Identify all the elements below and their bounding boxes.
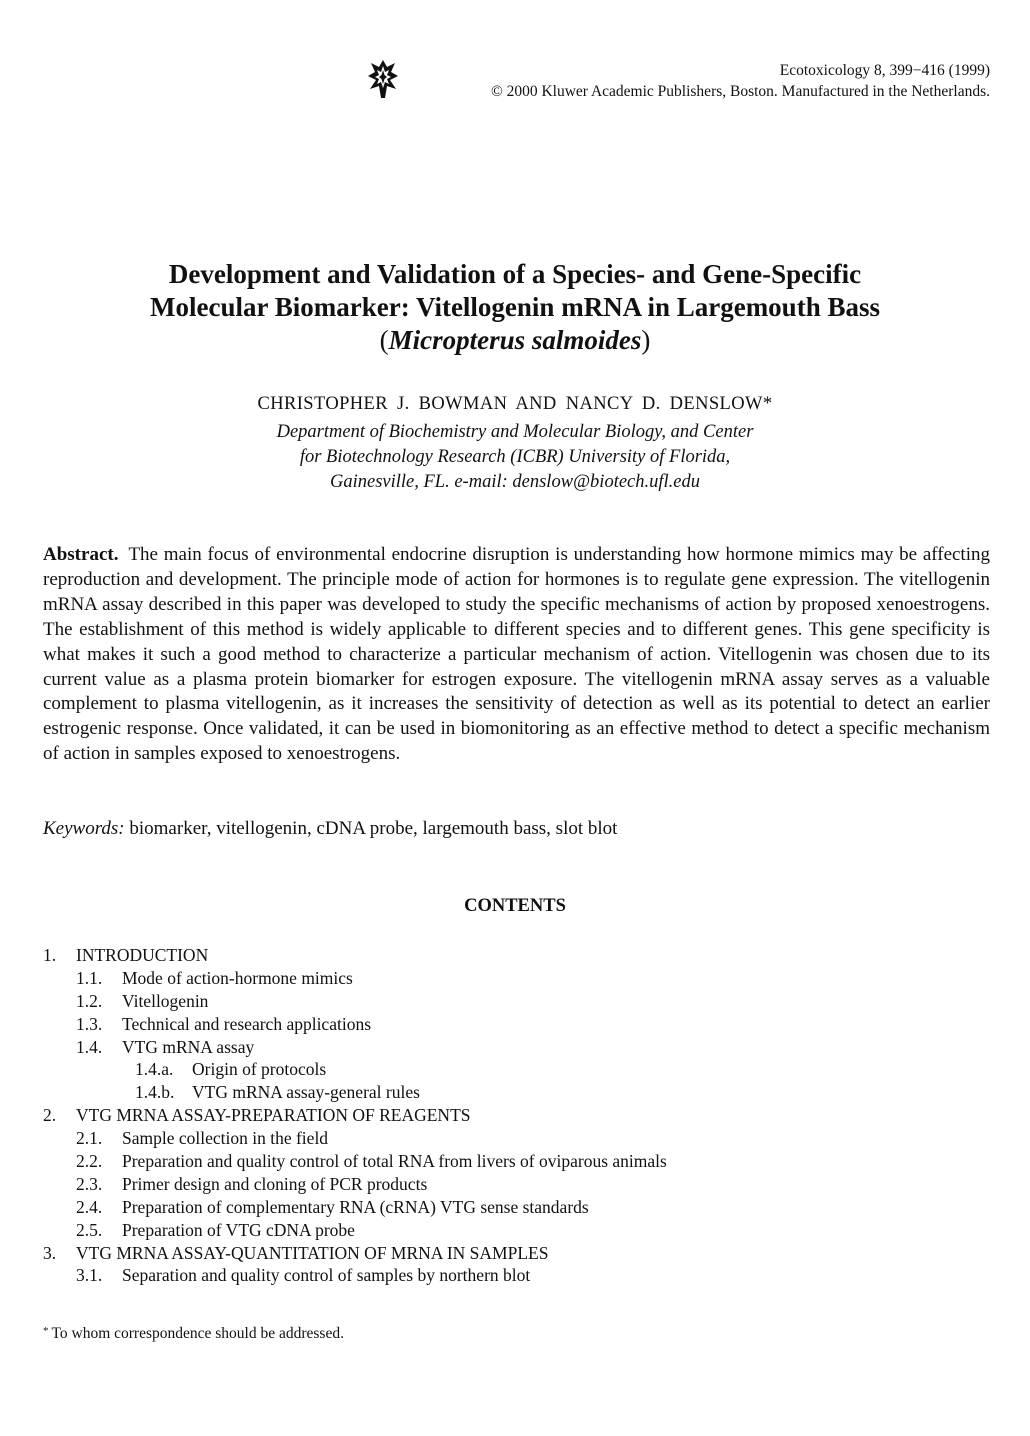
toc-number: 2.5. [76,1219,103,1240]
toc-number: 1. [43,945,57,965]
contents-heading: CONTENTS [464,896,566,916]
keywords-text: biomarker, vitellogenin, cDNA probe, largemouth bass, slot blot [129,818,618,839]
toc-number: 1.4.b. [135,1082,175,1103]
title-line-1: Development and Validation of a Species- and Gene-Specific [168,259,862,289]
abstract-text: The main focus of environmental endocrine disruption is understanding how hormone mimics may be affecting reproduction and development. The principle mode of action for hormones is to regulate gene expression. The vitellogenin mRNA assay described in this paper was developed to study the specific mechanisms of action by proposed xenoestrogens. The establishment of this method is widely applicable to different species and to different genes. This gene specificity is what makes it such a good method to characterize a particular mechanism of action. Vitellogenin was chosen due to its current value as a plasma protein biomarker for estrogen exposure. The vitellogenin mRNA assay serves as a valuable complement to plasma vitellogenin, as it increases the sensitivity of detection as well as its potential to detect an earlier estrogenic response. Once validated, it can be used in biomonitoring as an effective method to detect a specific mechanism of action in samples exposed to xenoestrogens. [43,544,990,765]
toc-text: INTRODUCTION [76,945,209,965]
toc-item [43,990,990,1013]
toc-item [43,1196,990,1219]
toc-item [43,1173,990,1196]
toc-text: Origin of protocols [192,1059,327,1080]
abstract [43,543,990,767]
toc-text: Vitellogenin [122,990,209,1011]
paren-close: ) [641,325,651,355]
toc-text: VTG MRNA ASSAY-QUANTITATION OF MRNA IN SAMPLES [76,1242,549,1263]
affiliation [60,420,970,495]
toc-number: 2.1. [76,1128,103,1149]
toc-item [43,1150,990,1173]
toc-item [43,1127,990,1150]
toc-item [43,1264,990,1287]
toc-text: Preparation and quality control of total RNA from livers of oviparous animals [122,1151,667,1172]
journal-citation: Ecotoxicology 8, 399−416 (1999) [779,62,990,79]
table-of-contents [43,944,990,1287]
toc-item [43,1036,990,1059]
toc-item [43,1104,990,1127]
publisher-logo-icon [366,58,400,100]
toc-number: 2. [43,1105,57,1126]
toc-item [43,1242,990,1265]
title-line-3 [60,324,970,357]
toc-text: Sample collection in the field [122,1128,329,1149]
paper-title [60,258,970,357]
toc-text: Mode of action-hormone mimics [122,967,353,988]
paren-open: ( [379,325,389,355]
toc-number: 3.1. [76,1265,103,1286]
toc-number: 1.4. [76,1036,103,1057]
toc-text: VTG mRNA assay [122,1036,255,1057]
toc-item [43,1058,990,1081]
toc-number: 1.3. [76,1013,103,1034]
toc-item [43,1081,990,1104]
affiliation-line-1: Department of Biochemistry and Molecular Biology, and Center [276,422,754,442]
toc-item [43,1219,990,1242]
species-name: Micropterus salmoides [388,325,642,355]
toc-text: Preparation of complementary RNA (cRNA) VTG sense standards [122,1196,589,1217]
toc-number: 2.4. [76,1196,103,1217]
toc-text: VTG mRNA assay-general rules [192,1082,420,1103]
toc-number: 2.2. [76,1151,103,1172]
toc-text: Separation and quality control of samples by northern blot [122,1265,531,1286]
footnote-mark: * [43,1325,49,1337]
authors: CHRISTOPHER J. BOWMAN AND NANCY D. DENSLOW* [257,394,773,414]
footnote [43,1325,344,1343]
journal-info [491,60,990,102]
toc-text: Preparation of VTG cDNA probe [122,1219,355,1240]
footnote-text: To whom correspondence should be addressed. [51,1325,344,1342]
toc-number: 3. [43,1242,57,1263]
toc-number: 1.2. [76,990,103,1011]
page-header [360,58,990,108]
toc-item [43,944,990,967]
keywords-label: Keywords: [43,818,125,839]
title-line-2: Molecular Biomarker: Vitellogenin mRNA in Largemouth Bass [150,292,880,322]
abstract-label: Abstract. [43,544,119,565]
toc-text: Technical and research applications [122,1013,371,1034]
affiliation-line-2: for Biotechnology Research (ICBR) University of Florida, [299,447,731,467]
toc-number: 2.3. [76,1173,103,1194]
toc-number: 1.4.a. [135,1059,174,1080]
toc-text: Primer design and cloning of PCR products [122,1173,428,1194]
toc-item [43,1013,990,1036]
copyright-notice: © 2000 Kluwer Academic Publishers, Boston. Manufactured in the Netherlands. [490,83,990,100]
toc-item [43,967,990,990]
affiliation-line-3: Gainesville, FL. e-mail: denslow@biotech.ufl.edu [330,472,700,492]
toc-text: VTG MRNA ASSAY-PREPARATION OF REAGENTS [76,1105,471,1126]
toc-number: 1.1. [76,967,103,988]
keywords [43,817,990,841]
